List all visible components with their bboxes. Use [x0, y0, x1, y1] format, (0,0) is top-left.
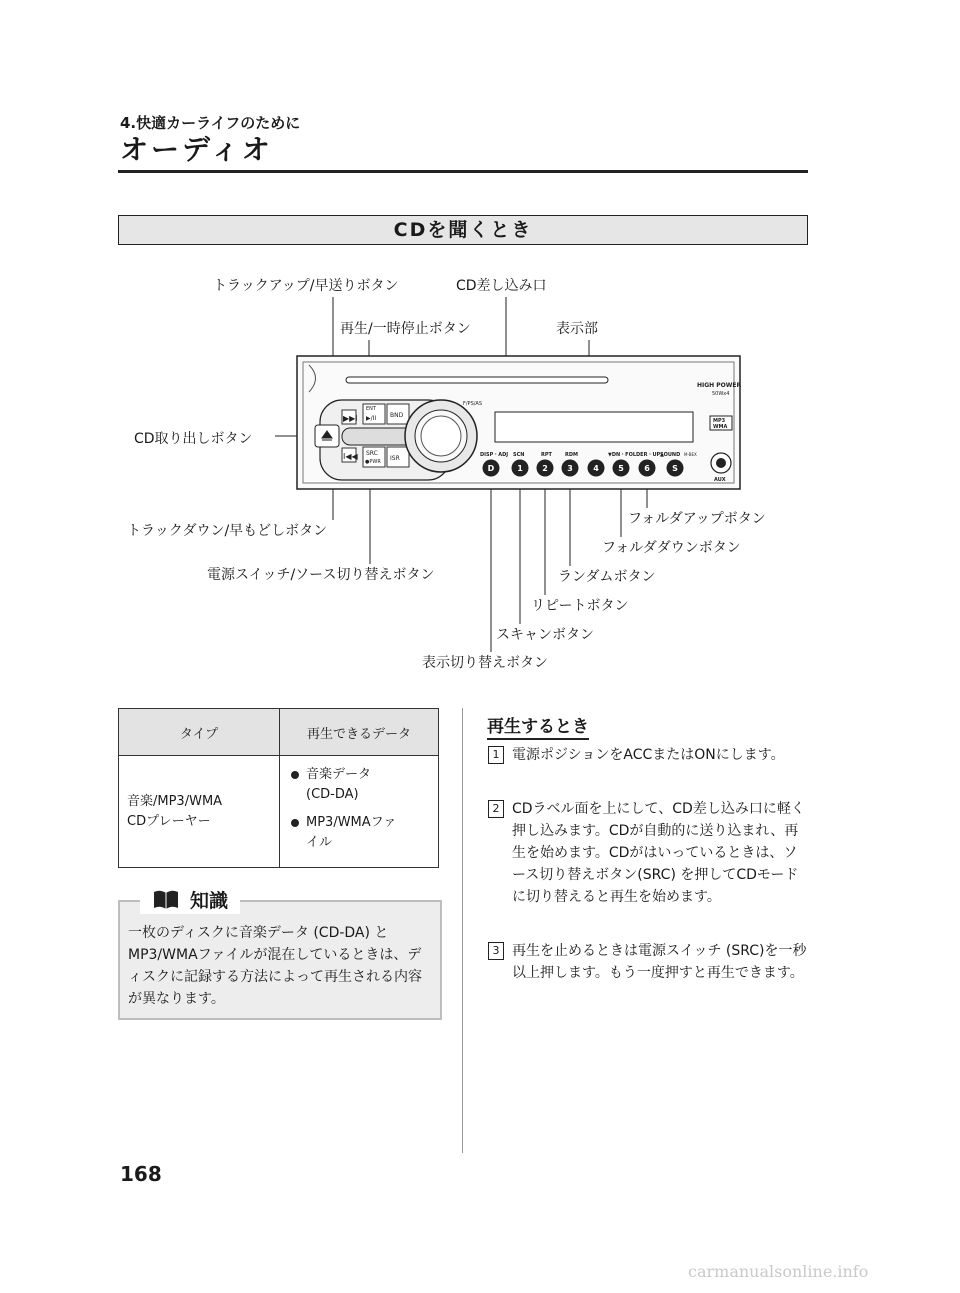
fps-label: F/PS/AS — [463, 401, 483, 407]
data-item-1-line-2: (CD-DA) — [306, 787, 359, 802]
folder-label: ▼DN・FOLDER・UP▲ — [608, 452, 665, 458]
watermark: carmanualsonline.info — [688, 1262, 869, 1281]
rdm-label: RDM — [565, 452, 578, 458]
chapter-label: 4.快適カーライフのために — [120, 114, 301, 132]
page-title: オーディオ — [120, 133, 273, 166]
callout-random: ランダムボタン — [558, 569, 656, 585]
btn-label-d: D — [487, 464, 495, 473]
mp3-badge-label: MP3 — [713, 418, 726, 424]
step-text: 再生を止めるときは電源スイッチ (SRC)を一秒以上押します。もう一度押すと再生できます。 — [512, 943, 807, 981]
knowledge-text: 一枚のディスクに音楽データ (CD-DA) とMP3/WMAファイルが混在しているときは、ディスクに記録する方法によって再生される内容が異なります。 — [128, 925, 422, 1007]
isr-label: ISR — [390, 455, 400, 462]
data-item — [288, 765, 430, 805]
btn-label-6: 6 — [644, 464, 650, 473]
btn-label-3: 3 — [567, 464, 573, 473]
table-cell-type — [119, 756, 280, 868]
step-item — [488, 940, 810, 984]
data-item-2-line-2: イル — [306, 835, 333, 850]
open-book-icon — [152, 888, 180, 910]
table-row — [119, 756, 439, 868]
data-item-2-line-1: MP3/WMAファ — [306, 815, 397, 830]
data-item-1-line-1: 音楽データ — [306, 767, 372, 782]
wma-badge-label: WMA — [713, 424, 728, 430]
section-title: CDを聞くとき — [118, 215, 808, 245]
btn-label-4: 4 — [593, 464, 599, 473]
callout-folder-down: フォルダダウンボタン — [602, 540, 741, 556]
high-power-label: HIGH POWER — [697, 382, 742, 389]
callout-display: 表示部 — [556, 321, 598, 337]
aux-label: AUX — [714, 477, 726, 483]
playback-heading: 再生するとき — [487, 712, 589, 740]
pwr-label: ●PWR — [365, 459, 381, 465]
sound-label: SOUND — [660, 452, 681, 458]
watts-label: 50Wx4 — [712, 391, 730, 397]
step-number: 2 — [488, 800, 504, 818]
display-window — [495, 412, 693, 442]
btn-label-s: S — [672, 464, 678, 473]
callout-power-src: 電源スイッチ/ソース切り替えボタン — [207, 567, 435, 583]
table-cell-data — [280, 756, 439, 868]
callout-play-pause: 再生/一時停止ボタン — [340, 321, 471, 337]
column-divider — [462, 708, 463, 1153]
knowledge-header — [140, 884, 240, 914]
cd-slot — [346, 377, 608, 383]
btn-label-1: 1 — [517, 464, 523, 473]
track-up-icon: ▶▶I — [343, 414, 358, 423]
track-down-icon: I◀◀ — [343, 452, 358, 461]
step-text: 電源ポジションをACCまたはONにします。 — [512, 747, 785, 763]
bnd-label: BND — [390, 412, 404, 419]
page-number: 168 — [120, 1162, 162, 1186]
callout-cd-slot: CD差し込み口 — [456, 278, 547, 294]
disp-adj-label: DISP・ADJ — [480, 452, 509, 458]
callout-disp-toggle: 表示切り替えボタン — [422, 655, 548, 671]
btn-label-2: 2 — [542, 464, 548, 473]
callout-eject: CD取り出しボタン — [134, 431, 253, 447]
btn-label-5: 5 — [618, 464, 624, 473]
ent-label: ENT — [366, 406, 376, 412]
knowledge-title: 知識 — [190, 889, 229, 912]
step-number: 1 — [488, 746, 504, 764]
step-text: CDラベル面を上にして、CD差し込み口に軽く押し込みます。CDが自動的に送り込まれ、再生を始めます。CDがはいっているときは、ソース切り替えボタン(SRC) を押してCDモードに切り替えると再生を始めます。 — [512, 801, 805, 905]
callout-track-up: トラックアップ/早送りボタン — [213, 278, 399, 294]
playable-data-table — [118, 708, 439, 868]
step-number: 3 — [488, 942, 504, 960]
play-pause-label: ▶/II — [366, 415, 377, 422]
callout-folder-up: フォルダアップボタン — [628, 511, 766, 527]
type-line-1: 音楽/MP3/WMA — [127, 793, 223, 809]
step-item — [488, 744, 810, 766]
type-line-2: CDプレーヤー — [127, 813, 211, 829]
rpt-label: RPT — [541, 452, 552, 458]
scn-label: SCN — [513, 452, 525, 458]
table-header-data: 再生できるデータ — [280, 709, 439, 756]
callout-scan: スキャンボタン — [496, 627, 594, 643]
src-label: SRC — [366, 450, 378, 457]
mbex-label: M-BEX — [684, 452, 697, 457]
callout-track-down: トラックダウン/早もどしボタン — [127, 523, 328, 539]
callout-repeat: リピートボタン — [531, 598, 629, 614]
data-item — [288, 813, 430, 853]
table-header-type: タイプ — [119, 709, 280, 756]
step-item — [488, 798, 810, 908]
